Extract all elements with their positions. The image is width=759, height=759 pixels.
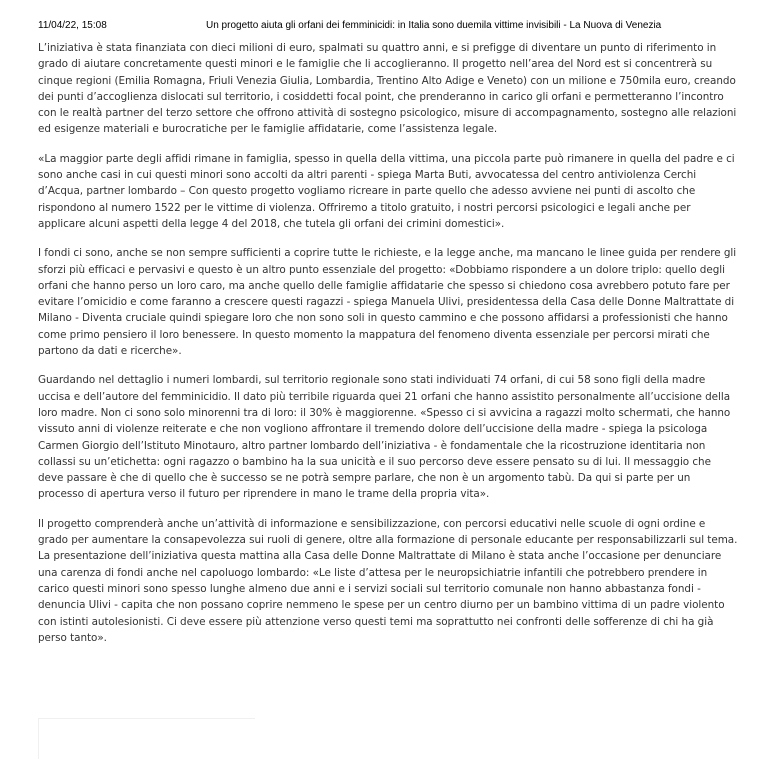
- article-body: [38, 40, 738, 659]
- article-paragraph: Guardando nel dettaglio i numeri lombardi, sul territorio regionale sono stati individuati 74 orfani, di cui 58 sono figli della madre uccisa e dell’autore del femminicidio. Il dato più terribile riguarda quei 21 orfani che hanno assistito personalmente all’uccisione della loro madre. Non ci sono solo minorenni tra di loro: il 30% è maggiorenne. «Spesso ci si avvicina a ragazzi molto schermati, che hanno vissuto anni di violenze reiterate e che non vogliono affrontare il tremendo dolore dell’uccisione della madre - spiega la psicologa Carmen Giorgio dell’Istituto Minotauro, altro partner lombardo dell’iniziativa - è fondamentale che la ricostruzione identitaria non collassi su un’etichetta: ogni ragazzo o bambino ha la sua unicità e il suo percorso deve essere pensato su di lui. Il messaggio che deve passare è che di quello che è successo se ne potrà sempre parlare, che non è un argomento tabù. Da qui si parte per un processo di apertura verso il futuro per riprendere in mano le trame della propria vita».: [38, 374, 731, 501]
- print-page-title: Un progetto aiuta gli orfani dei femminicidi: in Italia sono duemila vittime invisibili - La Nuova di Venezia: [206, 20, 662, 31]
- print-header: [38, 20, 728, 34]
- article-paragraph: I fondi ci sono, anche se non sempre sufficienti a coprire tutte le richieste, e la legge anche, ma mancano le linee guida per rendere gli sforzi più efficaci e pervasivi e questo è un altro punto essenziale del progetto: «Dobbiamo rispondere a un dolore triplo: quello degli orfani che hanno perso un loro caro, ma anche quello delle famiglie affidatarie che spesso si chiedono cosa avrebbero potuto fare per evitare l’omicidio e come faranno a crescere questi ragazzi - spiega Manuela Ulivi, presidentessa della Casa delle Donne Maltrattate di Milano - Diventa cruciale quindi spiegare loro che non sono soli in questo cammino e che possono affidarsi a professionisti che hanno come primo pensiero il loro benessere. In questo momento la mappatura del fenomeno diventa essenziale per percorsi mirati che partono da dati e ricerche».: [38, 247, 737, 358]
- print-datetime: 11/04/22, 15:08: [38, 20, 107, 31]
- article-paragraph: L’iniziativa è stata finanziata con dieci milioni di euro, spalmati su quattro anni, e si prefigge di diventare un punto di riferimento in grado di aiutare concretamente questi minori e le famiglie che li accoglieranno. Il progetto nell’area del Nord est si concentrerà su cinque regioni (Emilia Romagna, Friuli Venezia Giulia, Lombardia, Trentino Alto Adige e Veneto) con un milione e 750mila euro, creando dei punti d’accoglienza dislocati sul territorio, i cosiddetti focal point, che prenderanno in carico gli orfani e permetteranno l’incontro con le realtà partner del terzo settore che offrono attività di sostegno psicologico, misure di accompagnamento, sostegno alle relazioni ed esigenze materiali e burocratiche per le famiglie affidatarie, come l’assistenza legale.: [38, 42, 737, 136]
- article-paragraph: «La maggior parte degli affidi rimane in famiglia, spesso in quella della vittima, una piccola parte può rimanere in quella del padre e ci sono anche casi in cui questi minori sono accolti da altri parenti - spiega Marta Buti, avvocatessa del centro antiviolenza Cerchi d’Acqua, partner lombardo – Con questo progetto vogliamo ricreare in parte quello che adesso avviene nei punti di ascolto che rispondono al numero 1522 per le vittime di violenza. Offriremo a titolo gratuito, i nostri percorsi psicologici e legali anche per applicare alcuni aspetti della legge 4 del 2018, che tutela gli orfani dei crimini domestici».: [38, 152, 735, 230]
- article-paragraph: Il progetto comprenderà anche un’attività di informazione e sensibilizzazione, con percorsi educativi nelle scuole di ogni ordine e grado per aumentare la consapevolezza sui ruoli di genere, oltre alla formazione di personale educante per responsabilizzarli sul tema. La presentazione dell’iniziativa questa mattina alla Casa delle Donne Maltrattate di Milano è stata anche l’occasione per denunciare una carenza di fondi anche nel capoluogo lombardo: «Le liste d’attesa per le neuropsichiatrie infantili che potrebbero prendere in carico questi minori sono spesso lunghe almeno due anni e i servizi sociali sul territorio comunale non hanno abbastanza fondi - denuncia Ulivi - capita che non possano coprire nemmeno le spese per un centro diurno per un bambino vittima di un padre violento con istinti autolesionisti. Ci deve essere più attenzione verso questi temi ma soprattutto nei confronti delle sofferenze di chi ha già perso tanto».: [38, 517, 738, 644]
